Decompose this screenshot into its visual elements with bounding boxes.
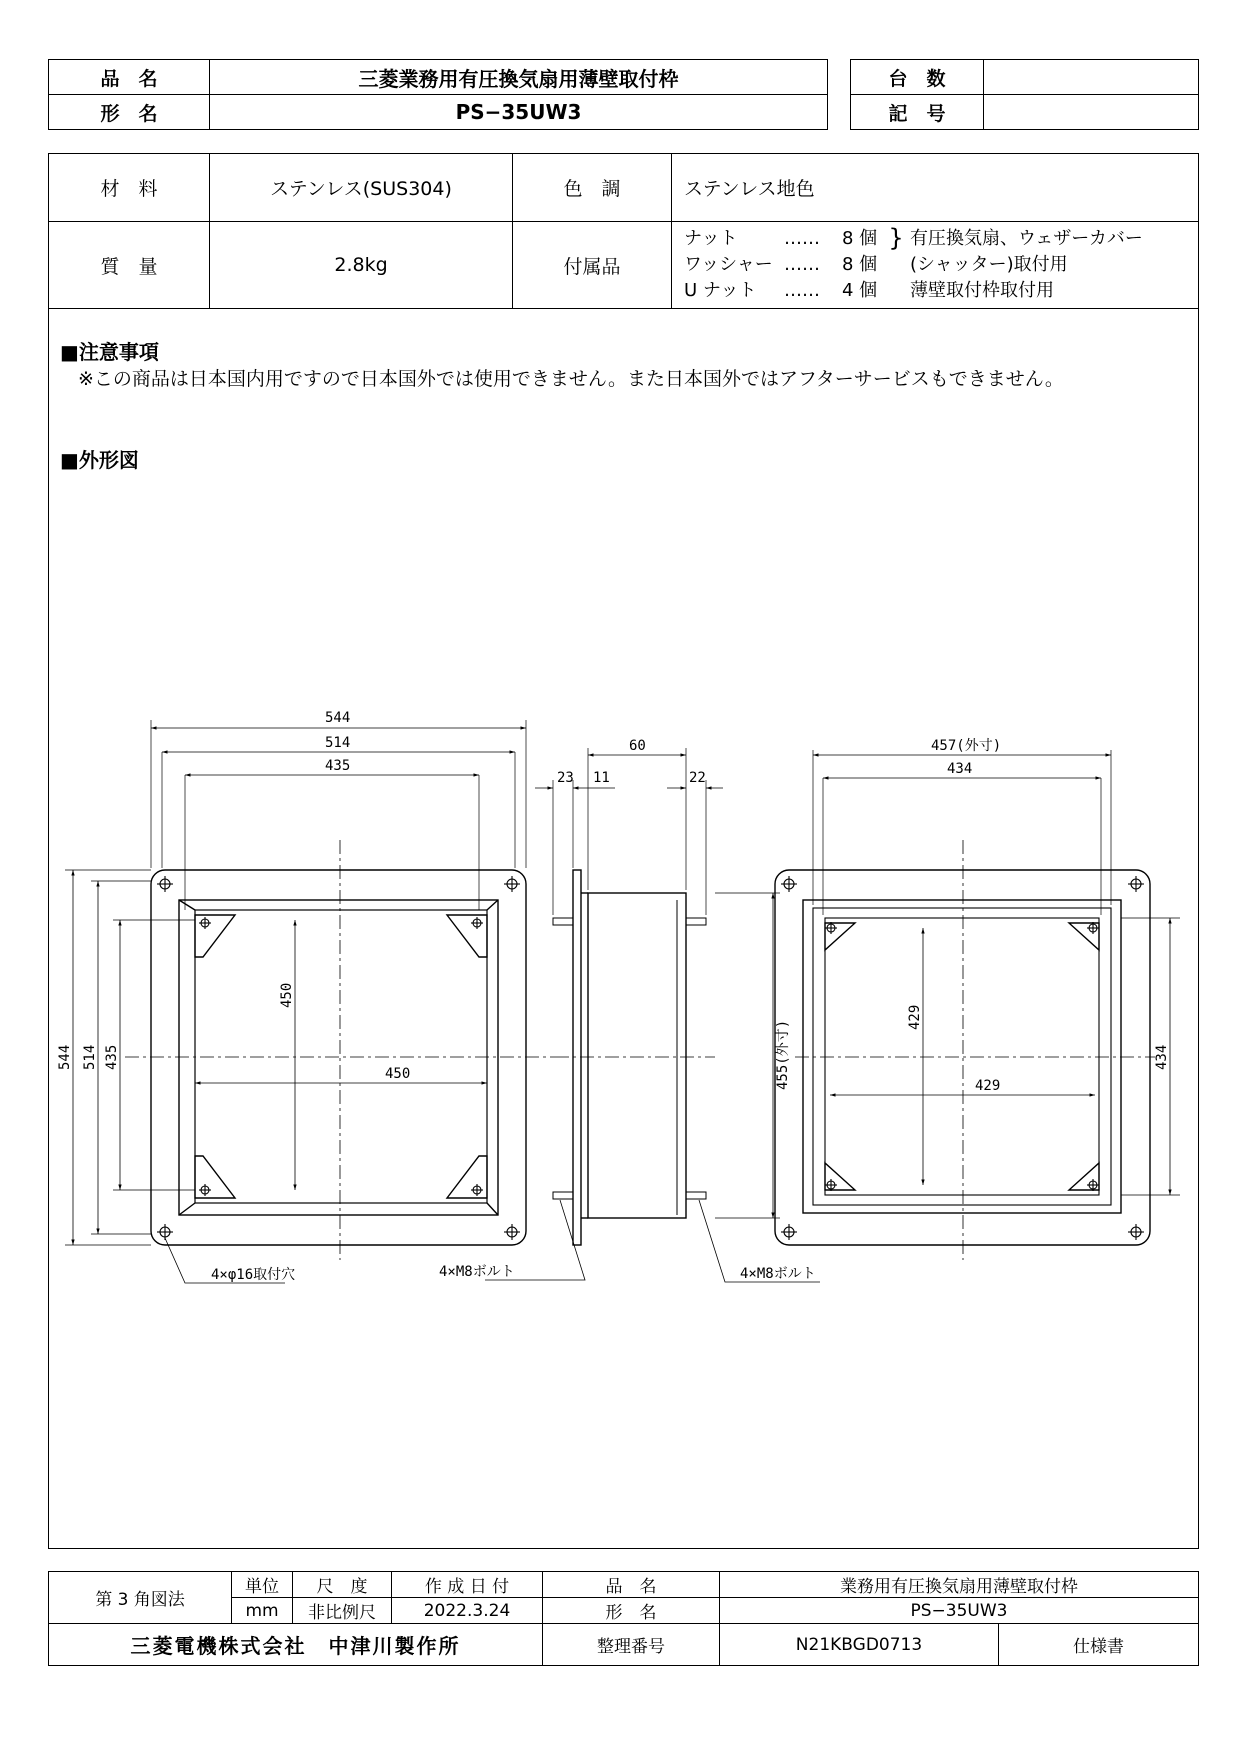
accessory-row [684, 278, 1198, 304]
daisu-label: 台 数 [851, 60, 984, 95]
bolt-hole-icon [1087, 1179, 1099, 1191]
mount-hole-icon [157, 1224, 173, 1240]
accessory-row [684, 252, 1198, 278]
accessory-count: 8 個 [842, 228, 878, 249]
hole-label: 4×φ16取付穴 [211, 1267, 296, 1283]
projection-method: 第 3 角図法 [49, 1572, 232, 1624]
bolt-hole-icon [825, 922, 837, 934]
hinmei-label: 品 名 [49, 60, 210, 95]
front-inner-frame [179, 900, 498, 1215]
title-block-left [48, 59, 828, 130]
front-view [65, 720, 555, 1283]
material-label: 材 料 [49, 154, 210, 222]
footer-title-block [48, 1571, 1199, 1666]
accessory-use: 薄壁取付枠取付用 [910, 280, 1054, 301]
model-number: PS−35UW3 [210, 95, 828, 130]
footer-product-name: 業務用有圧換気扇用薄壁取付枠 [720, 1572, 1199, 1598]
date-label: 作 成 日 付 [392, 1572, 543, 1598]
mount-hole-icon [781, 1224, 797, 1240]
katamei-label: 形 名 [49, 95, 210, 130]
footer-model: PS−35UW3 [720, 1598, 1199, 1624]
footer-katamei-label: 形 名 [543, 1598, 720, 1624]
doc-type: 仕様書 [999, 1624, 1199, 1666]
dim-435-v: 435 [104, 1044, 120, 1070]
dim-514-h: 514 [325, 735, 351, 751]
bolt-hole-icon [471, 917, 483, 929]
back-opening [825, 918, 1099, 1195]
spec-table [48, 153, 1199, 309]
ref-number: N21KBGD0713 [720, 1624, 999, 1666]
dim-544-h: 544 [325, 710, 351, 726]
back-body-outline [803, 900, 1121, 1213]
side-view [485, 748, 820, 1282]
dim-434-h: 434 [947, 761, 973, 777]
accessory-dots: …… [784, 280, 820, 301]
caution-text: ※この商品は日本国内用ですので日本国外では使用できません。また日本国外ではアフターサービスもできません。 [78, 368, 1064, 390]
daisu-value [984, 60, 1199, 95]
accessory-row [684, 226, 1198, 252]
product-name: 三菱業務用有圧換気扇用薄壁取付枠 [210, 60, 828, 95]
kigou-value [984, 95, 1199, 130]
side-body [588, 893, 686, 1218]
accessory-name: ワッシャー [684, 254, 773, 275]
ref-label: 整理番号 [543, 1624, 720, 1666]
mount-hole-icon [157, 876, 173, 892]
mount-hole-icon [1128, 876, 1144, 892]
dim-457: 457(外寸) [931, 738, 1002, 754]
company-name: 三菱電機株式会社 中津川製作所 [49, 1624, 543, 1666]
accessory-list [672, 222, 1199, 309]
dim-429-h: 429 [975, 1078, 1001, 1094]
accessory-dots: …… [784, 254, 820, 275]
unit-value: mm [232, 1598, 293, 1624]
brace-icon: } [888, 224, 904, 252]
dim-22: 22 [689, 770, 706, 786]
front-opening [195, 910, 487, 1203]
date-value: 2022.3.24 [392, 1598, 543, 1624]
accessory-use: (シャッター)取付用 [910, 254, 1068, 275]
dim-60: 60 [629, 738, 646, 754]
accessory-count: 4 個 [842, 280, 878, 301]
outline-drawing [55, 710, 1185, 1320]
mount-hole-icon [1128, 1224, 1144, 1240]
accessory-use: 有圧換気扇、ウェザーカバー [910, 228, 1143, 249]
dim-11: 11 [593, 770, 610, 786]
footer-hinmei-label: 品 名 [543, 1572, 720, 1598]
accessory-count: 8 個 [842, 254, 878, 275]
caution-title: ■注意事項 [60, 340, 159, 364]
dim-429-v: 429 [907, 1004, 923, 1030]
bolt-label-back: 4×M8ボルト [740, 1266, 816, 1282]
dim-455: 455(外寸) [775, 1019, 791, 1090]
material-value: ステンレス(SUS304) [210, 154, 513, 222]
dim-23: 23 [557, 770, 574, 786]
accessory-brace [882, 278, 910, 304]
mount-hole-icon [504, 876, 520, 892]
mass-value: 2.8kg [210, 222, 513, 309]
bolt-hole-icon [199, 917, 211, 929]
side-flange [573, 870, 581, 1245]
mount-hole-icon [781, 876, 797, 892]
scale-label: 尺 度 [293, 1572, 392, 1598]
color-value: ステンレス地色 [672, 154, 1199, 222]
dim-514-v: 514 [82, 1044, 98, 1070]
accessory-brace [882, 252, 910, 278]
dim-544-v: 544 [57, 1044, 73, 1070]
bolt-hole-icon [1087, 922, 1099, 934]
dim-450-h: 450 [385, 1066, 411, 1082]
kigou-label: 記 号 [851, 95, 984, 130]
color-label: 色 調 [513, 154, 672, 222]
bolt-hole-icon [199, 1184, 211, 1196]
bolt-hole-icon [825, 1179, 837, 1191]
dim-450-v: 450 [279, 982, 295, 1008]
title-block-right [850, 59, 1199, 130]
mass-label: 質 量 [49, 222, 210, 309]
dim-434-v: 434 [1154, 1044, 1170, 1070]
scale-value: 非比例尺 [293, 1598, 392, 1624]
accessory-label: 付属品 [513, 222, 672, 309]
accessory-dots: …… [784, 228, 820, 249]
outline-title: ■外形図 [60, 448, 139, 472]
unit-label: 単位 [232, 1572, 293, 1598]
mount-hole-icon [504, 1224, 520, 1240]
bolt-hole-icon [471, 1184, 483, 1196]
accessory-name: U ナット [684, 280, 757, 301]
dim-435-h: 435 [325, 758, 351, 774]
bolt-label-side: 4×M8ボルト [439, 1264, 515, 1280]
accessory-name: ナット [684, 228, 738, 249]
back-view [775, 750, 1180, 1260]
